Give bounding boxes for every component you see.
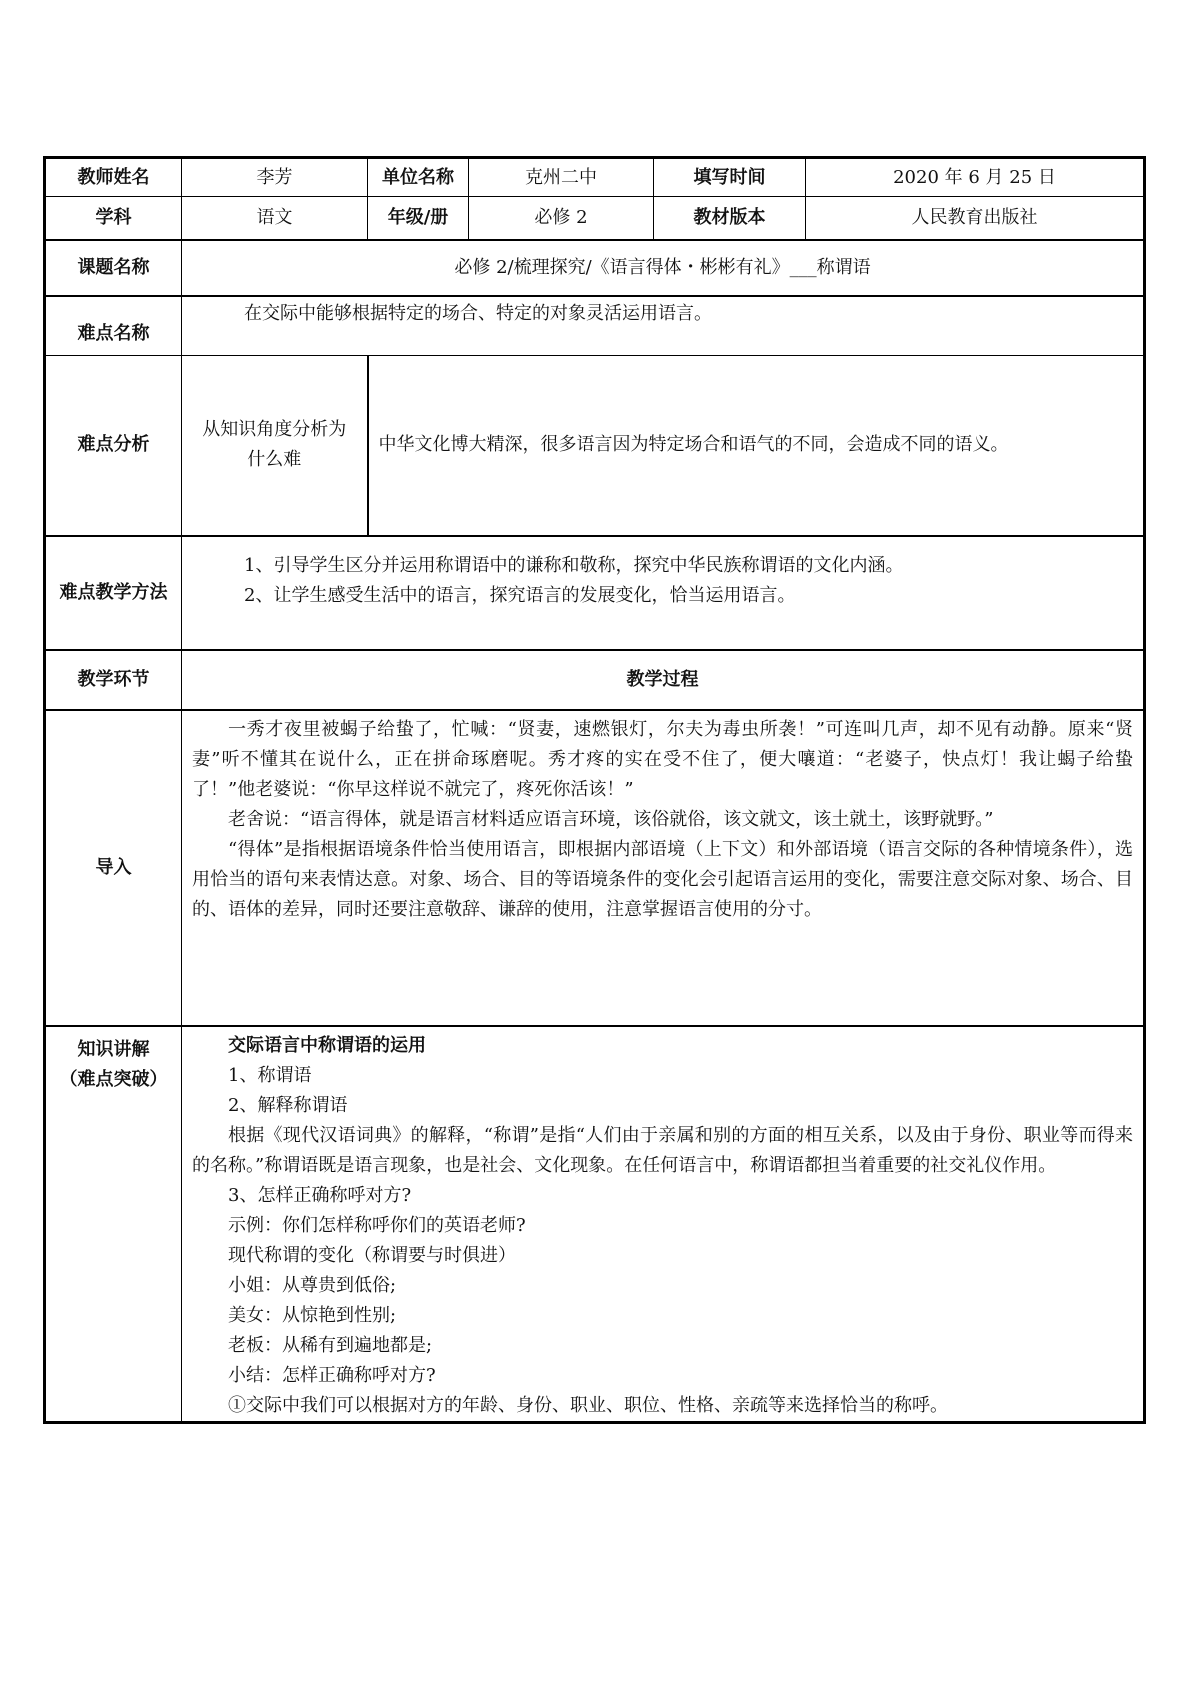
intro-content [182,710,1145,1026]
subject-value: 语文 [182,197,368,240]
intro-label: 导入 [45,710,182,1026]
knowledge-item: 小姐：从尊贵到低俗; [228,1274,397,1296]
knowledge-label-line-2: （难点突破） [59,1068,168,1090]
fill-date-label: 填写时间 [654,158,806,197]
intro-row [45,710,1145,1026]
method-row [45,536,1145,650]
process-header-row [45,650,1145,710]
knowledge-item: 现代称谓的变化（称谓要与时俱进） [228,1244,516,1266]
difficulty-label: 难点名称 [45,296,182,356]
knowledge-label-line-1: 知识讲解 [77,1038,150,1060]
method-line-2: 2、让学生感受生活中的语言，探究语言的发展变化，恰当运用语言。 [244,584,796,606]
process-label: 教学过程 [182,650,1145,710]
difficulty-value-cell [182,296,1145,356]
method-value-cell [182,536,1145,650]
topic-label: 课题名称 [45,240,182,296]
subject-label: 学科 [45,197,182,240]
intro-paragraph-1: 一秀才夜里被蝎子给蛰了，忙喊：“贤妻，速燃银灯，尔夫为毒虫所袭！”可连叫几声，却不见有动静。原来“贤妻”听不懂其在说什么，正在拼命琢磨呢。秀才疼的实在受不住了，便大嚷道：“老婆子，快点灯！我让蝎子给蛰了！”他老婆说：“你早这样说不就完了，疼死你活该！” [192,718,1133,800]
knowledge-label-cell [45,1026,182,1423]
analysis-label: 难点分析 [45,356,182,536]
knowledge-item: 老板：从稀有到遍地都是; [228,1334,433,1356]
lesson-plan-table [43,156,1146,1424]
knowledge-item: 1、称谓语 [228,1064,312,1086]
knowledge-item: 示例：你们怎样称呼你们的英语老师? [228,1214,526,1236]
header-row-1 [45,158,1145,197]
grade-label: 年级/册 [368,197,469,240]
knowledge-item: 美女：从惊艳到性别; [228,1304,397,1326]
knowledge-item: 小结：怎样正确称呼对方? [228,1364,436,1386]
teacher-name-value: 李芳 [182,158,368,197]
analysis-value-cell [368,356,1145,536]
process-stage-label: 教学环节 [45,650,182,710]
edition-value: 人民教育出版社 [806,197,1145,240]
intro-paragraph-3: “得体”是指根据语境条件恰当使用语言，即根据内部语境（上下文）和外部语境（语言交际的各种情境条件），选用恰当的语句来表情达意。对象、场合、目的等语境条件的变化会引起语言运用的变化，需要注意交际对象、场合、目的、语体的差异，同时还要注意敬辞、谦辞的使用，注意掌握语言使用的分寸。 [192,838,1133,920]
unit-name-label: 单位名称 [368,158,469,197]
knowledge-row [45,1026,1145,1423]
knowledge-item: 3、怎样正确称呼对方? [228,1184,412,1206]
method-line-1: 1、引导学生区分并运用称谓语中的谦称和敬称，探究中华民族称谓语的文化内涵。 [244,554,904,576]
unit-name-value: 克州二中 [469,158,654,197]
method-label: 难点教学方法 [45,536,182,650]
analysis-sub-label: 从知识角度分析为什么难 [182,356,368,536]
difficulty-value: 在交际中能够根据特定的场合、特定的对象灵活运用语言。 [244,302,712,324]
knowledge-title: 交际语言中称谓语的运用 [228,1034,426,1056]
analysis-value: 中华文化博大精深，很多语言因为特定场合和语气的不同，会造成不同的语义。 [378,434,1009,456]
grade-value: 必修 2 [469,197,654,240]
edition-label: 教材版本 [654,197,806,240]
analysis-row [45,356,1145,536]
header-row-2 [45,197,1145,240]
knowledge-content [182,1026,1145,1423]
topic-value: 必修 2/梳理探究/《语言得体・彬彬有礼》___称谓语 [182,240,1145,296]
intro-paragraph-2: 老舍说：“语言得体，就是语言材料适应语言环境，该俗就俗，该文就文，该土就土，该野就野。” [228,808,994,830]
knowledge-item: 根据《现代汉语词典》的解释，“称谓”是指“人们由于亲属和别的方面的相互关系，以及由于身份、职业等而得来的名称。”称谓语既是语言现象，也是社会、文化现象。在任何语言中，称谓语都担当着重要的社交礼仪作用。 [192,1124,1133,1176]
topic-row [45,240,1145,296]
difficulty-row [45,296,1145,356]
knowledge-item: ①交际中我们可以根据对方的年龄、身份、职业、职位、性格、亲疏等来选择恰当的称呼。 [228,1394,948,1416]
fill-date-value: 2020 年 6 月 25 日 [806,158,1145,197]
knowledge-item: 2、解释称谓语 [228,1094,348,1116]
teacher-name-label: 教师姓名 [45,158,182,197]
